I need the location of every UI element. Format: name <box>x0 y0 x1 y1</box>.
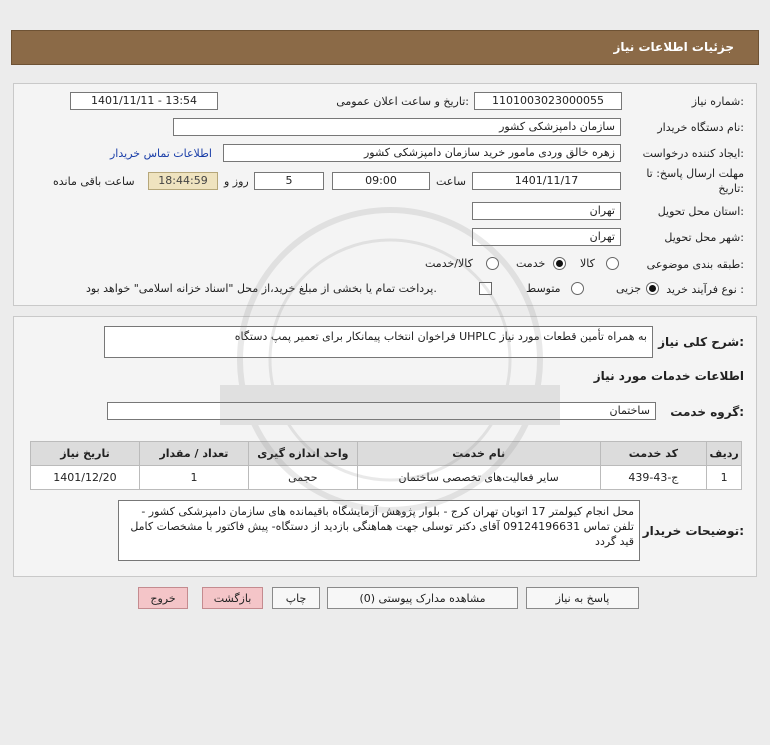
category-goods-service-label: کالا/خدمت <box>425 257 473 270</box>
cell-date: 1401/12/20 <box>31 466 140 490</box>
process-medium-radio[interactable] <box>571 282 584 295</box>
details-panel <box>13 83 757 306</box>
need-number-field: 1101003023000055 <box>474 92 622 110</box>
col-unit-header: واحد اندازه گیری <box>248 442 357 466</box>
deadline-date-field: 1401/11/17 <box>472 172 621 190</box>
back-button[interactable]: بازگشت <box>202 587 263 609</box>
category-goods-label: کالا <box>580 257 595 270</box>
view-attachments-button[interactable]: مشاهده مدارک پیوستی (0) <box>327 587 518 609</box>
category-goods-service-radio[interactable] <box>486 257 499 270</box>
deadline-label: مهلت ارسال پاسخ: تا <box>646 167 744 180</box>
treasury-payment-checkbox[interactable] <box>479 282 492 295</box>
category-goods-radio[interactable] <box>606 257 619 270</box>
services-section-title: اطلاعات خدمات مورد نیاز <box>593 369 744 383</box>
remaining-label: ساعت باقی مانده <box>53 175 135 188</box>
category-label: طبقه بندی موضوعی: <box>646 258 744 271</box>
cell-qty: 1 <box>139 466 248 490</box>
deadline-date-label: تاریخ: <box>718 182 744 195</box>
table-header-row <box>31 442 742 466</box>
buyer-org-label: نام دستگاه خریدار: <box>657 121 744 134</box>
reply-button[interactable]: پاسخ به نیاز <box>526 587 639 609</box>
province-field: تهران <box>472 202 621 220</box>
process-minor-radio[interactable] <box>646 282 659 295</box>
service-group-label: گروه خدمت: <box>670 405 744 419</box>
col-date-header: تاریخ نیاز <box>31 442 140 466</box>
need-number-label: شماره نیاز: <box>691 95 744 108</box>
deadline-time-field: 09:00 <box>332 172 430 190</box>
page-header <box>11 30 759 65</box>
days-label: روز و <box>224 175 249 188</box>
col-qty-header: تعداد / مقدار <box>139 442 248 466</box>
category-service-label: خدمت <box>516 257 546 270</box>
cell-code: ج-43-439 <box>600 466 707 490</box>
services-table <box>30 441 742 490</box>
province-label: استان محل تحویل: <box>657 205 744 218</box>
cell-row: 1 <box>707 466 742 490</box>
exit-button[interactable]: خروج <box>138 587 188 609</box>
col-name-header: نام خدمت <box>357 442 600 466</box>
creator-label: ایجاد کننده درخواست: <box>642 147 744 160</box>
creator-field: زهره خالق وردی مامور خرید سازمان دامپزشکی کشور <box>223 144 621 162</box>
col-row-header: ردیف <box>707 442 742 466</box>
cell-unit: حجمی <box>248 466 357 490</box>
buyer-org-field: سازمان دامپزشکی کشور <box>173 118 621 136</box>
city-label: شهر محل تحویل: <box>664 231 744 244</box>
process-label: نوع فرآیند خرید : <box>666 283 744 296</box>
print-button[interactable]: چاپ <box>272 587 320 609</box>
buyer-contact-link[interactable]: اطلاعات تماس خریدار <box>110 147 212 160</box>
page-title: جزئیات اطلاعات نیاز <box>613 40 734 54</box>
buyer-notes-label: توضیحات خریدار: <box>642 524 744 538</box>
service-group-field: ساختمان <box>107 402 656 420</box>
category-service-radio[interactable] <box>553 257 566 270</box>
col-code-header: کد خدمت <box>600 442 707 466</box>
summary-label: شرح کلی نیاز: <box>658 335 744 349</box>
summary-field: فراخوان انتخاب پیمانکار برای تعمیر پمپ دستگاه UHPLC به همراه تأمین قطعات مورد نیاز <box>104 326 653 358</box>
process-minor-label: جزیی <box>616 282 642 295</box>
table-row <box>31 466 742 490</box>
city-field: تهران <box>472 228 621 246</box>
remaining-time-field: 18:44:59 <box>148 172 218 190</box>
process-medium-label: متوسط <box>526 282 561 295</box>
time-label: ساعت <box>436 175 466 188</box>
announce-field: 1401/11/11 - 13:54 <box>70 92 218 110</box>
cell-name: سایر فعالیت‌های تخصصی ساختمان <box>357 466 600 490</box>
announce-label: تاریخ و ساعت اعلان عمومی: <box>336 95 469 108</box>
buyer-notes-field: محل انجام کیولمتر 17 اتوبان تهران کرج - بلوار پژوهش آزمایشگاه باقیمانده های سازمان دامپزشکی کشور - تلفن تماس 09124196631 آقای دکتر توسلی جهت هماهنگی بازدید از دستگاه- پیش فاکتور با مشخصات کامل قید گردد <box>118 500 640 561</box>
days-field: 5 <box>254 172 324 190</box>
treasury-payment-text: پرداخت تمام یا بخشی از مبلغ خرید،از محل "اسناد خزانه اسلامی" خواهد بود. <box>86 282 437 295</box>
